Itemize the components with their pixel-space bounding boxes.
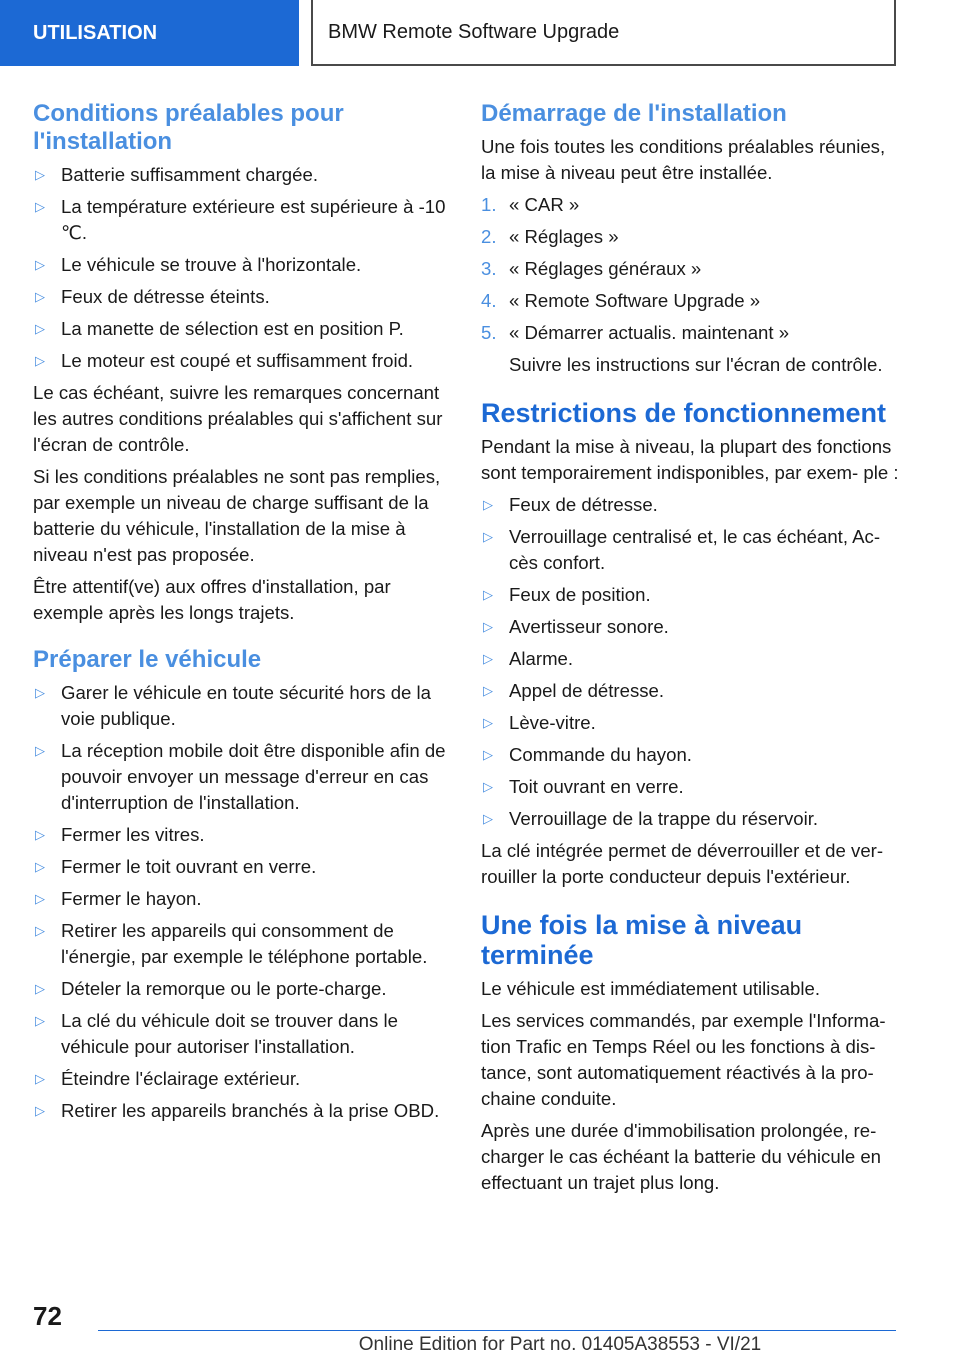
triangle-right-icon: ▷ <box>35 859 45 874</box>
step-item: 5. « Démarrer actualis. maintenant » <box>481 320 899 346</box>
triangle-right-icon: ▷ <box>35 1103 45 1118</box>
paragraph: Suivre les instructions sur l'écran de contrôle. <box>509 354 883 375</box>
list-item: ▷ Feux de détresse éteints. <box>33 284 451 310</box>
prepare-list <box>33 680 451 1124</box>
list-item: ▷ Dételer la remorque ou le porte-charge. <box>33 976 451 1002</box>
document-title: BMW Remote Software Upgrade <box>328 20 620 43</box>
list-item: ▷ Batterie suffisamment chargée. <box>33 162 451 188</box>
list-item: ▷ Commande du hayon. <box>481 742 899 768</box>
steps-list <box>481 192 899 346</box>
list-item: ▷ La manette de sélection est en position P. <box>33 316 451 342</box>
list-item: ▷ Alarme. <box>481 646 899 672</box>
triangle-right-icon: ▷ <box>35 1013 45 1028</box>
triangle-right-icon: ▷ <box>35 923 45 938</box>
section-restrictions <box>481 398 899 890</box>
triangle-right-icon: ▷ <box>35 891 45 906</box>
conditions-list <box>33 162 451 374</box>
heading-restrictions: Restrictions de fonctionnement <box>481 398 887 428</box>
paragraph: Le véhicule est immédiatement utilisable. <box>481 978 820 999</box>
left-column <box>33 100 451 1130</box>
list-item: ▷ La température extérieure est supérieure à -10 ℃. <box>35 196 446 243</box>
list-item: ▷ Le véhicule se trouve à l'horizontale. <box>33 252 451 278</box>
list-item: ▷ Fermer les vitres. <box>33 822 451 848</box>
list-item: ▷ Feux de détresse. <box>481 492 899 518</box>
list-item: ▷ Toit ouvrant en verre. <box>481 774 899 800</box>
triangle-right-icon: ▷ <box>35 353 45 368</box>
header-section-label <box>0 0 299 66</box>
footer <box>0 1334 960 1356</box>
heading-start-installation: Démarrage de l'installation <box>481 100 787 127</box>
heading-after-upgrade: Une fois la mise à niveau terminée <box>481 910 803 970</box>
paragraph: Les services commandés, par exemple l'Informa- tion Trafic en Temps Réel ou les fonctions à dis- tance, sont automatiquement réactivés à la pro- chaine conduite. <box>481 1010 886 1109</box>
list-item: ▷ Le moteur est coupé et suffisamment froid. <box>33 348 451 374</box>
paragraph: Être attentif(ve) aux offres d'installation, par exemple après les longs trajets. <box>33 576 391 623</box>
triangle-right-icon: ▷ <box>35 167 45 182</box>
list-item: ▷ Fermer le hayon. <box>33 886 451 912</box>
triangle-right-icon: ▷ <box>483 619 493 634</box>
step-item: 4. « Remote Software Upgrade » <box>481 288 899 314</box>
step-number: 4. <box>481 290 497 311</box>
list-item: ▷ Avertisseur sonore. <box>481 614 899 640</box>
triangle-right-icon: ▷ <box>483 779 493 794</box>
footer-divider <box>98 1330 896 1331</box>
list-item: ▷ Verrouillage de la trappe du réservoir. <box>481 806 899 832</box>
triangle-right-icon: ▷ <box>483 715 493 730</box>
triangle-right-icon: ▷ <box>483 811 493 826</box>
paragraph: Pendant la mise à niveau, la plupart des fonctions sont temporairement indisponibles, par exem- ple : <box>481 436 899 483</box>
step-number: 3. <box>481 258 497 279</box>
triangle-right-icon: ▷ <box>35 685 45 700</box>
paragraph: Si les conditions préalables ne sont pas remplies, par exemple un niveau de charge suffisant de la batterie du véhicule, l'installation de la mise à niveau n'est pas proposée. <box>33 466 441 565</box>
paragraph: La clé intégrée permet de déverrouiller et de ver- rouiller la porte conducteur depuis l'extérieur. <box>481 840 884 887</box>
paragraph: Une fois toutes les conditions préalables réunies, la mise à niveau peut être installée. <box>481 136 886 183</box>
triangle-right-icon: ▷ <box>35 1071 45 1086</box>
triangle-right-icon: ▷ <box>35 743 45 758</box>
list-item: ▷ Garer le véhicule en toute sécurité hors de la voie publique. <box>35 682 432 729</box>
triangle-right-icon: ▷ <box>483 651 493 666</box>
triangle-right-icon: ▷ <box>483 747 493 762</box>
page-number: 72 <box>33 1301 62 1331</box>
step-number: 2. <box>481 226 497 247</box>
triangle-right-icon: ▷ <box>483 497 493 512</box>
list-item: ▷ Appel de détresse. <box>481 678 899 704</box>
list-item: ▷ Verrouillage centralisé et, le cas échéant, Ac- cès confort. <box>483 526 881 573</box>
triangle-right-icon: ▷ <box>35 321 45 336</box>
step-item: 1. « CAR » <box>481 192 899 218</box>
triangle-right-icon: ▷ <box>35 289 45 304</box>
paragraph: Le cas échéant, suivre les remarques concernant les autres conditions préalables qui s'affichent sur l'écran de contrôle. <box>33 382 443 455</box>
heading-conditions: Conditions préalables pour l'installation <box>33 100 344 155</box>
step-number: 1. <box>481 194 497 215</box>
step-number: 5. <box>481 322 497 343</box>
heading-prepare-vehicle: Préparer le véhicule <box>33 646 262 673</box>
list-item: ▷ La clé du véhicule doit se trouver dans le véhicule pour autoriser l'installation. <box>35 1010 398 1057</box>
triangle-right-icon: ▷ <box>35 981 45 996</box>
list-item: ▷ Retirer les appareils qui consomment de l'énergie, par exemple le téléphone portable. <box>35 920 428 967</box>
list-item: ▷ Feux de position. <box>481 582 899 608</box>
list-item: ▷ La réception mobile doit être disponible afin de pouvoir envoyer un message d'erreur en cas d'interruption de l'installation. <box>35 740 446 813</box>
header-title-box <box>311 0 896 66</box>
section-prepare-vehicle <box>33 646 451 1124</box>
restrictions-list <box>481 492 899 832</box>
right-column <box>481 100 899 1202</box>
triangle-right-icon: ▷ <box>483 683 493 698</box>
triangle-right-icon: ▷ <box>35 827 45 842</box>
section-after-upgrade <box>481 910 899 1196</box>
step-item: 2. « Réglages » <box>481 224 899 250</box>
footer-edition: Online Edition for Part no. 01405A38553 - VI/21 <box>358 1334 762 1355</box>
triangle-right-icon: ▷ <box>483 529 493 544</box>
list-item: ▷ Éteindre l'éclairage extérieur. <box>33 1066 451 1092</box>
triangle-right-icon: ▷ <box>35 257 45 272</box>
triangle-right-icon: ▷ <box>483 587 493 602</box>
list-item: ▷ Lève-vitre. <box>481 710 899 736</box>
list-item: ▷ Retirer les appareils branchés à la prise OBD. <box>33 1098 451 1124</box>
paragraph: Après une durée d'immobilisation prolongée, re- charger le cas échéant la batterie du véhicule en effectuant un trajet plus long. <box>481 1120 882 1193</box>
triangle-right-icon: ▷ <box>35 199 45 214</box>
section-title: UTILISATION <box>33 21 158 44</box>
list-item: ▷ Fermer le toit ouvrant en verre. <box>33 854 451 880</box>
step-item: 3. « Réglages généraux » <box>481 256 899 282</box>
